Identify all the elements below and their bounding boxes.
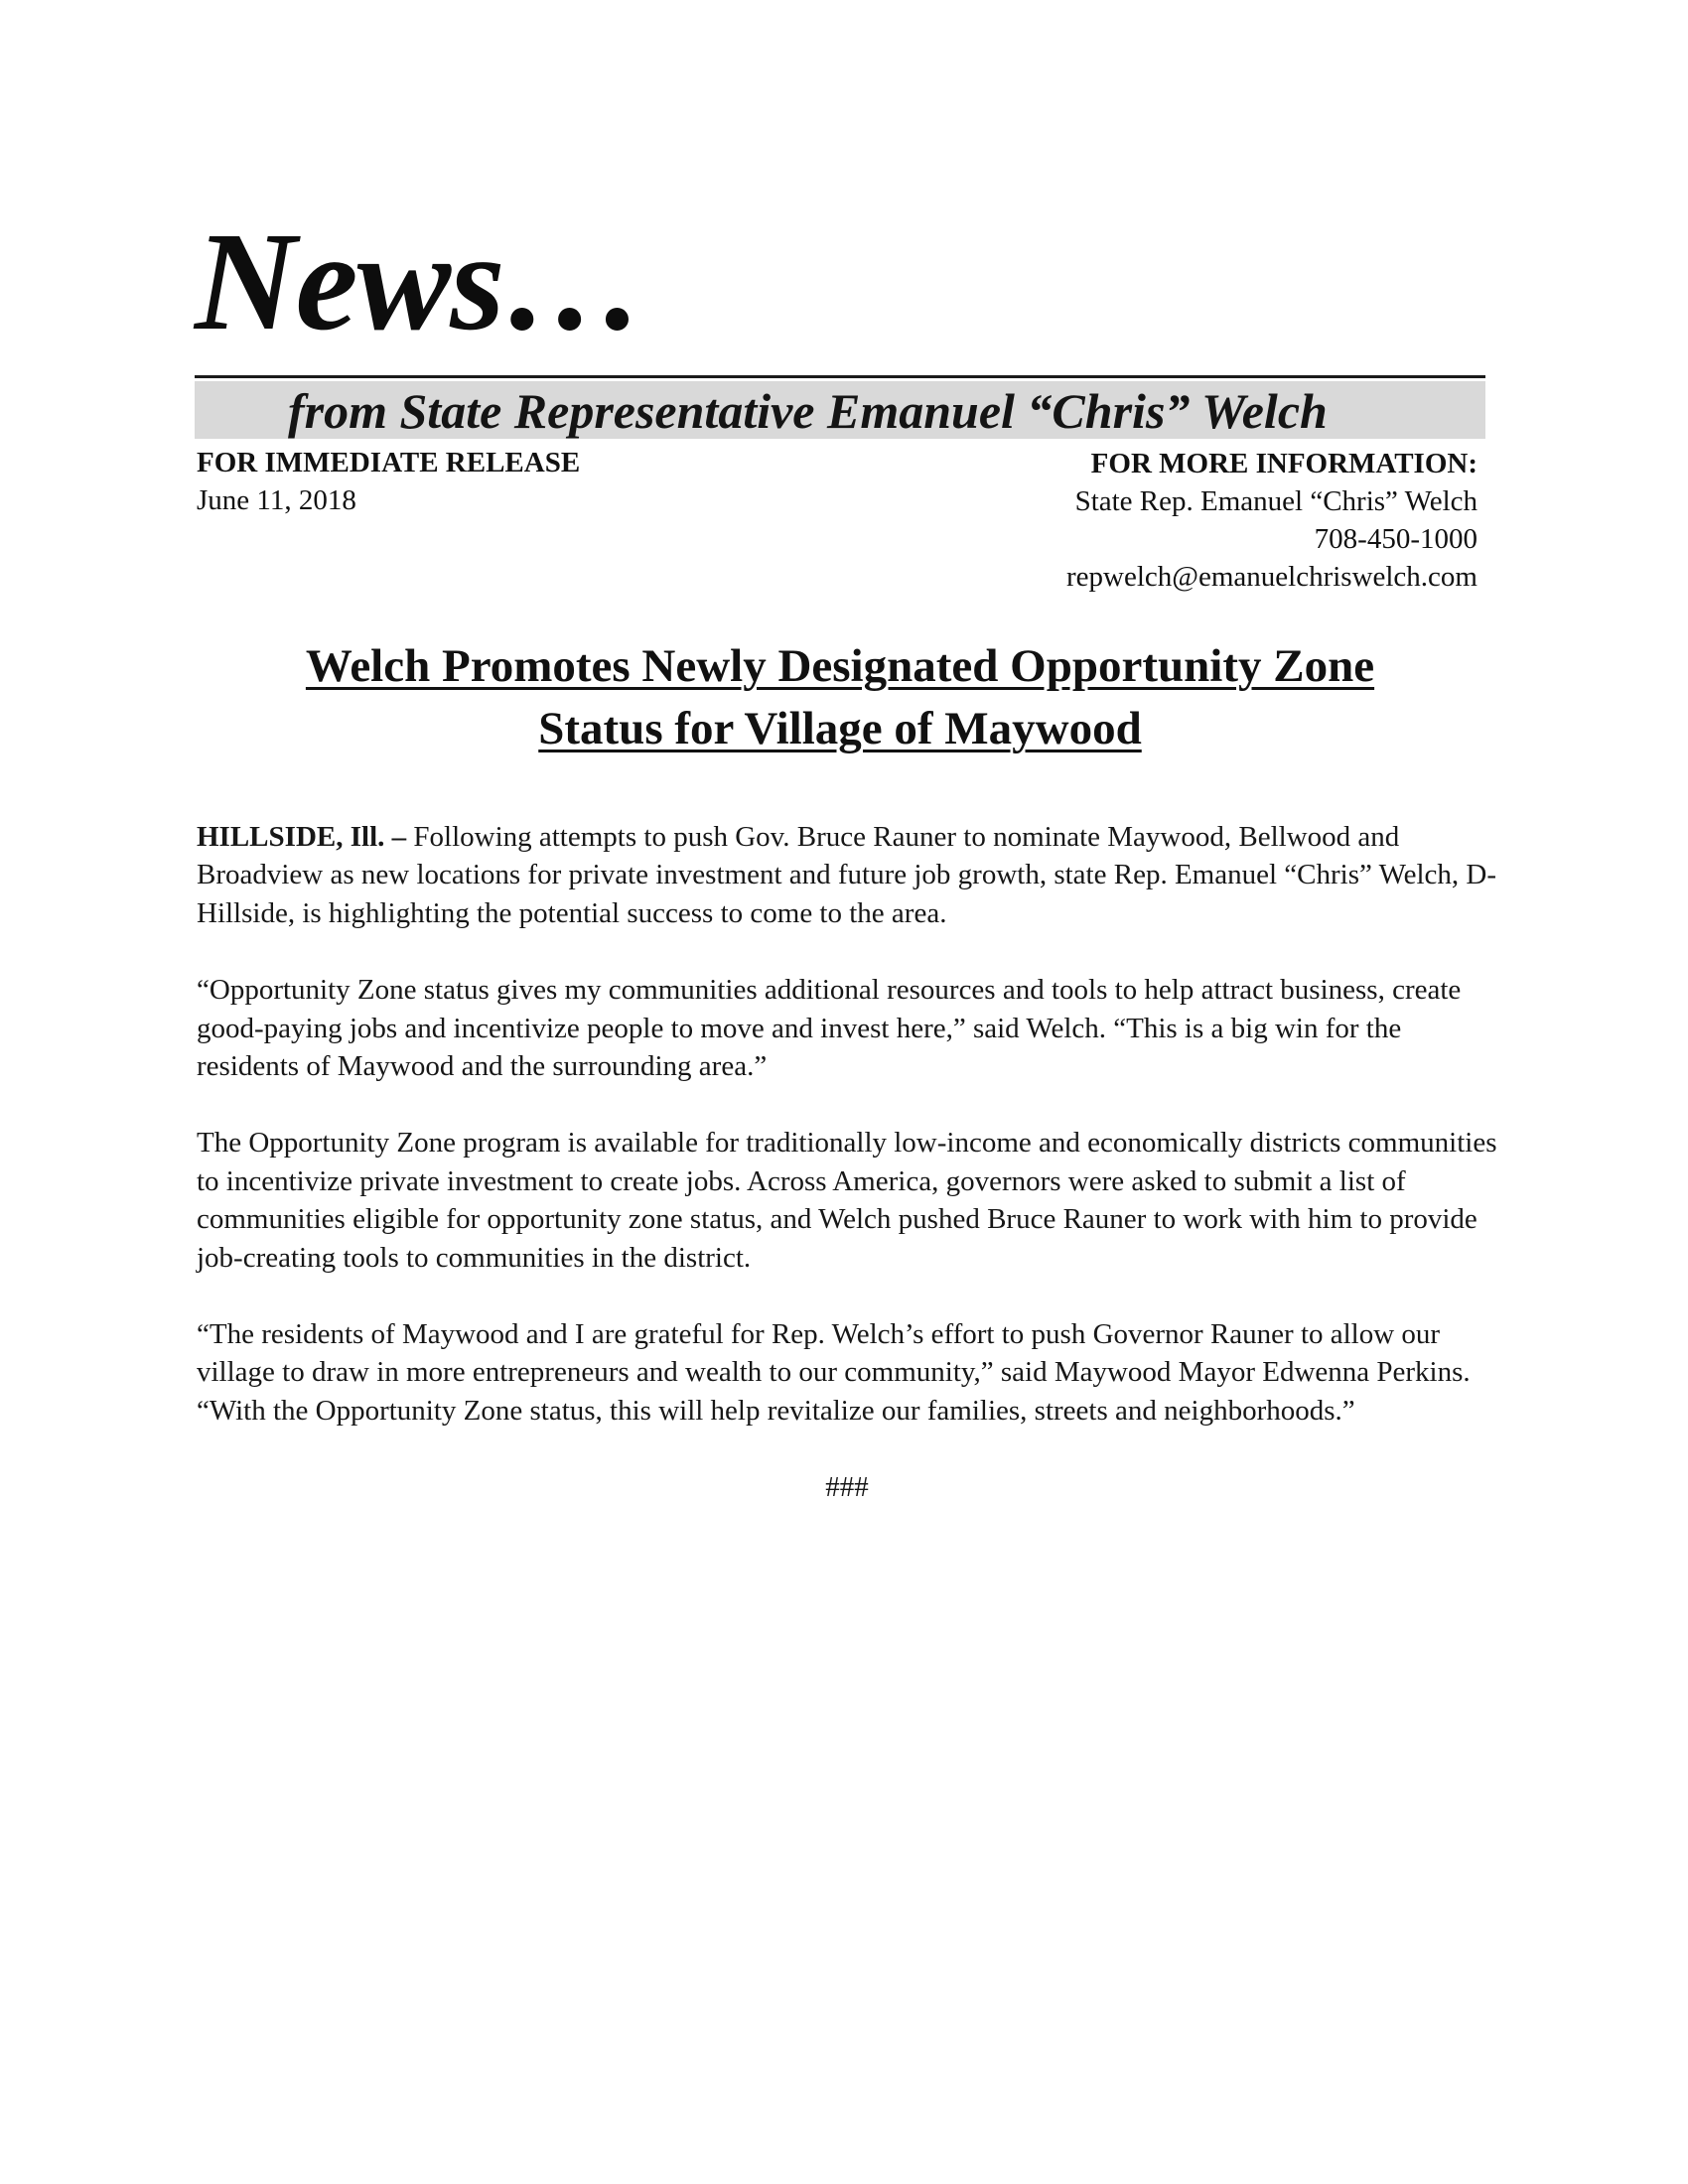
headline-line-1: Welch Promotes Newly Designated Opportunity Zone (305, 640, 1375, 692)
paragraph-4: “The residents of Maywood and I are grateful for Rep. Welch’s effort to push Governor Rauner to allow our village to draw in more entrepreneurs and wealth to our community,” said Maywood Mayor Edwenna Perkins. “With the Opportunity Zone status, this will help revitalize our families, streets and neighborhoods.” (197, 1318, 1471, 1427)
contact-phone: 708-450-1000 (1314, 523, 1477, 555)
dateline: HILLSIDE, Ill. – (197, 821, 407, 853)
masthead-rule (195, 375, 1485, 378)
release-label: FOR IMMEDIATE RELEASE (197, 447, 581, 478)
release-date: June 11, 2018 (197, 484, 356, 516)
paragraph-3: The Opportunity Zone program is available for traditionally low-income and economically districts communities to incentivize private investment to create jobs. Across America, governors were asked to submit a list of communities eligible for opportunity zone status, and Welch pushed Bruce Rauner to work with him to provide job-creating tools to communities in the district. (197, 1127, 1497, 1274)
contact-block (1066, 445, 1477, 596)
paragraph-1-text: Following attempts to push Gov. Bruce Rauner to nominate Maywood, Bellwood and Broadview as new locations for private investment and future job growth, state Rep. Emanuel “Chris” Welch, D-Hillside, is highlighting the potential success to come to the area. (197, 821, 1497, 929)
headline (195, 635, 1485, 760)
end-mark: ### (825, 1471, 869, 1504)
masthead-subtitle: from State Representative Emanuel “Chris” Welch (288, 383, 1328, 439)
contact-name: State Rep. Emanuel “Chris” Welch (1074, 485, 1477, 517)
contact-email: repwelch@emanuelchriswelch.com (1065, 561, 1477, 593)
headline-line-2: Status for Village of Maywood (538, 703, 1142, 754)
paragraph-1 (197, 818, 1497, 932)
paragraph-2: “Opportunity Zone status gives my communities additional resources and tools to help attract business, create good-paying jobs and incentivize people to move and invest here,” said Welch. “This is a big win for the residents of Maywood and the surrounding area.” (197, 974, 1462, 1083)
masthead-title: News… (195, 203, 644, 359)
contact-label: FOR MORE INFORMATION: (1090, 448, 1477, 479)
article-body (197, 818, 1497, 1507)
